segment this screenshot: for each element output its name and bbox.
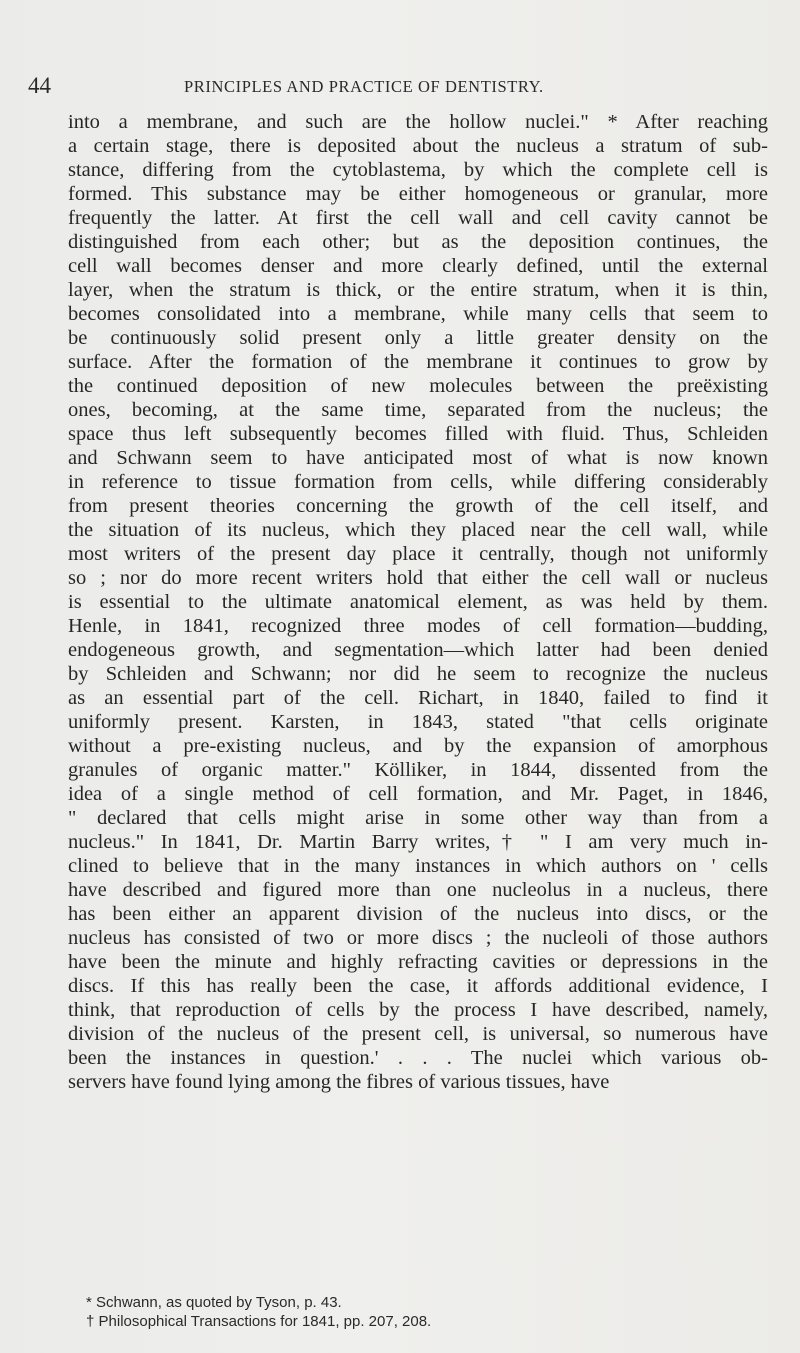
text-line: a certain stage, there is deposited about the nucleus a stratum of sub- xyxy=(68,135,768,157)
text-line: think, that reproduction of cells by the process I have described, namely, xyxy=(68,999,768,1021)
text-line: the continued deposition of new molecules between the preëxisting xyxy=(68,375,768,397)
text-line: discs. If this has really been the case, it affords additional evidence, I xyxy=(68,975,768,997)
body-text xyxy=(68,110,768,1094)
text-line: from present theories concerning the growth of the cell itself, and xyxy=(68,495,768,517)
text-line: frequently the latter. At first the cell wall and cell cavity cannot be xyxy=(68,207,768,229)
text-line: surface. After the formation of the membrane it continues to grow by xyxy=(68,351,768,373)
text-line: distinguished from each other; but as the deposition continues, the xyxy=(68,231,768,253)
page-number: 44 xyxy=(28,73,51,98)
text-line: " declared that cells might arise in some other way than from a xyxy=(68,807,768,829)
text-line: and Schwann seem to have anticipated most of what is now known xyxy=(68,447,768,469)
text-line: nucleus has consisted of two or more discs ; the nucleoli of those authors xyxy=(68,927,768,949)
footnote: * Schwann, as quoted by Tyson, p. 43. xyxy=(86,1294,342,1311)
running-head: PRINCIPLES AND PRACTICE OF DENTISTRY. xyxy=(184,77,544,96)
text-line: is essential to the ultimate anatomical element, as was held by them. xyxy=(68,591,768,613)
text-line: idea of a single method of cell formation, and Mr. Paget, in 1846, xyxy=(68,783,768,805)
text-line: space thus left subsequently becomes filled with fluid. Thus, Schleiden xyxy=(68,423,768,445)
text-line: stance, differing from the cytoblastema, by which the complete cell is xyxy=(68,159,768,181)
text-line: servers have found lying among the fibres of various tissues, have xyxy=(68,1071,610,1093)
text-line: nucleus." In 1841, Dr. Martin Barry writes,† " I am very much in- xyxy=(68,831,768,853)
text-line: by Schleiden and Schwann; nor did he seem to recognize the nucleus xyxy=(68,663,768,685)
text-line: becomes consolidated into a membrane, while many cells that seem to xyxy=(68,303,768,325)
text-line: be continuously solid present only a little greater density on the xyxy=(68,327,768,349)
text-line: been the instances in question.' . . . The nuclei which various ob- xyxy=(68,1047,768,1069)
text-line: layer, when the stratum is thick, or the entire stratum, when it is thin, xyxy=(68,279,768,301)
text-line: Henle, in 1841, recognized three modes of cell formation—budding, xyxy=(68,615,768,637)
text-line: division of the nucleus of the present cell, is universal, so numerous have xyxy=(68,1023,768,1045)
text-line: so ; nor do more recent writers hold that either the cell wall or nucleus xyxy=(68,567,768,589)
text-line: the situation of its nucleus, which they placed near the cell wall, while xyxy=(68,519,768,541)
text-line: have described and figured more than one nucleolus in a nucleus, there xyxy=(68,879,768,901)
text-line: into a membrane, and such are the hollow nuclei." * After reaching xyxy=(68,111,768,133)
text-line: have been the minute and highly refracting cavities or depressions in the xyxy=(68,951,768,973)
text-line: clined to believe that in the many instances in which authors on ' cells xyxy=(68,855,768,877)
text-line: ones, becoming, at the same time, separated from the nucleus; the xyxy=(68,399,768,421)
text-line: in reference to tissue formation from cells, while differing considerably xyxy=(68,471,768,493)
text-line: granules of organic matter." Kölliker, in 1844, dissented from the xyxy=(68,759,768,781)
text-line: formed. This substance may be either homogeneous or granular, more xyxy=(68,183,768,205)
text-line: endogeneous growth, and segmentation—which latter had been denied xyxy=(68,639,768,661)
text-line: most writers of the present day place it centrally, though not uniformly xyxy=(68,543,768,565)
text-line: cell wall becomes denser and more clearly defined, until the external xyxy=(68,255,768,277)
page-header xyxy=(28,74,718,98)
text-line: without a pre-existing nucleus, and by the expansion of amorphous xyxy=(68,735,768,757)
text-line: uniformly present. Karsten, in 1843, stated "that cells originate xyxy=(68,711,768,733)
footnote: † Philosophical Transactions for 1841, pp. 207, 208. xyxy=(86,1313,432,1330)
text-line: has been either an apparent division of the nucleus into discs, or the xyxy=(68,903,768,925)
text-line: as an essential part of the cell. Richart, in 1840, failed to find it xyxy=(68,687,768,709)
footnotes xyxy=(68,1293,768,1331)
